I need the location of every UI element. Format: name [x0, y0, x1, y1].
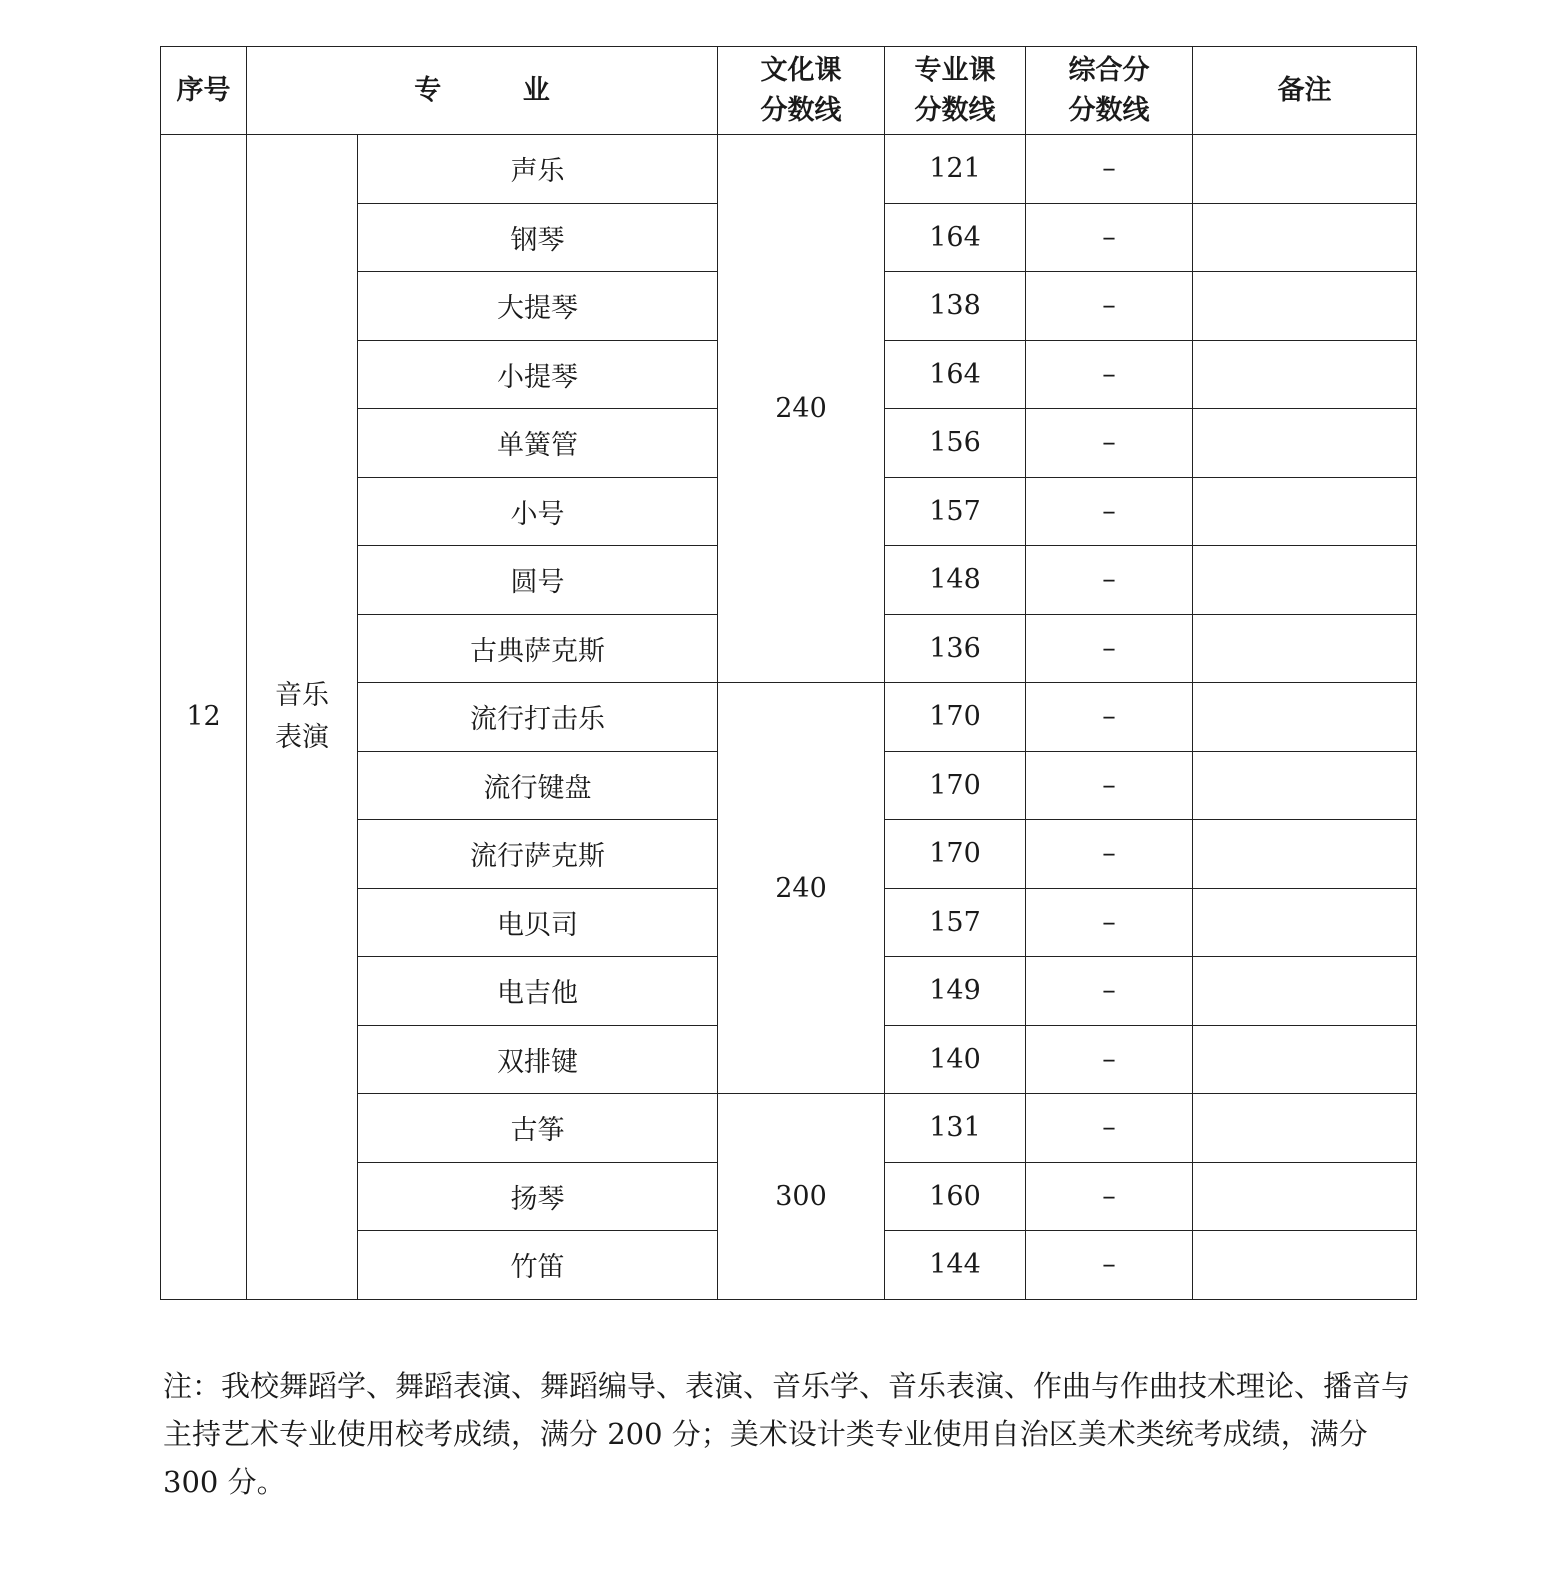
- footnote: 注：我校舞蹈学、舞蹈表演、舞蹈编导、表演、音乐学、音乐表演、作曲与作曲技术理论、播音与主持艺术专业使用校考成绩，满分 200 分；美术设计类专业使用自治区美术类统考成绩，满分 300 分。: [163, 1369, 1411, 1499]
- table-row: [161, 135, 1417, 204]
- culture-score-cell: 300: [718, 1094, 885, 1300]
- professional-score-cell: 138: [885, 272, 1026, 341]
- header-total-score: [1026, 47, 1193, 135]
- specialty-cell: 电贝司: [358, 888, 718, 957]
- header-professional-score: [885, 47, 1026, 135]
- remark-cell: [1193, 340, 1417, 409]
- remark-cell: [1193, 1025, 1417, 1094]
- total-score-cell: –: [1026, 614, 1193, 683]
- specialty-cell: 小提琴: [358, 340, 718, 409]
- professional-score-cell: 160: [885, 1162, 1026, 1231]
- total-score-cell: –: [1026, 683, 1193, 752]
- professional-score-cell: 121: [885, 135, 1026, 204]
- remark-cell: [1193, 888, 1417, 957]
- specialty-cell: 竹笛: [358, 1231, 718, 1300]
- professional-score-cell: 156: [885, 409, 1026, 478]
- professional-score-cell: 164: [885, 340, 1026, 409]
- remark-cell: [1193, 820, 1417, 889]
- professional-score-cell: 164: [885, 203, 1026, 272]
- total-score-cell: –: [1026, 135, 1193, 204]
- specialty-cell: 古筝: [358, 1094, 718, 1163]
- remark-cell: [1193, 751, 1417, 820]
- header-total-line1: 综合分: [1068, 54, 1150, 86]
- total-score-cell: –: [1026, 477, 1193, 546]
- header-total-line2: 分数线: [1068, 94, 1150, 126]
- header-prof-line1: 专业课: [914, 54, 996, 86]
- score-table: [160, 46, 1417, 1300]
- remark-cell: [1193, 1231, 1417, 1300]
- specialty-cell: 单簧管: [358, 409, 718, 478]
- total-score-cell: –: [1026, 751, 1193, 820]
- professional-score-cell: 157: [885, 888, 1026, 957]
- header-major-label: 专 业: [414, 74, 586, 106]
- header-prof-line2: 分数线: [914, 94, 996, 126]
- total-score-cell: –: [1026, 409, 1193, 478]
- specialty-cell: 流行打击乐: [358, 683, 718, 752]
- total-score-cell: –: [1026, 820, 1193, 889]
- remark-cell: [1193, 546, 1417, 615]
- professional-score-cell: 144: [885, 1231, 1026, 1300]
- professional-score-cell: 131: [885, 1094, 1026, 1163]
- remark-cell: [1193, 477, 1417, 546]
- remark-cell: [1193, 1094, 1417, 1163]
- remark-cell: [1193, 1162, 1417, 1231]
- major-group-line2: 表演: [275, 721, 329, 753]
- major-group-line1: 音乐: [275, 679, 329, 711]
- header-remark: 备注: [1193, 47, 1417, 135]
- total-score-cell: –: [1026, 272, 1193, 341]
- total-score-cell: –: [1026, 957, 1193, 1026]
- header-culture-line1: 文化课: [760, 54, 842, 86]
- total-score-cell: –: [1026, 340, 1193, 409]
- specialty-cell: 小号: [358, 477, 718, 546]
- seq-cell: 12: [161, 135, 247, 1300]
- remark-cell: [1193, 614, 1417, 683]
- culture-score-cell: 240: [718, 135, 885, 683]
- remark-cell: [1193, 683, 1417, 752]
- specialty-cell: 流行萨克斯: [358, 820, 718, 889]
- total-score-cell: –: [1026, 1162, 1193, 1231]
- header-culture-score: [718, 47, 885, 135]
- header-row: [161, 47, 1417, 135]
- specialty-cell: 声乐: [358, 135, 718, 204]
- specialty-cell: 流行键盘: [358, 751, 718, 820]
- specialty-cell: 双排键: [358, 1025, 718, 1094]
- specialty-cell: 钢琴: [358, 203, 718, 272]
- specialty-cell: 圆号: [358, 546, 718, 615]
- header-major: [247, 47, 718, 135]
- professional-score-cell: 157: [885, 477, 1026, 546]
- remark-cell: [1193, 272, 1417, 341]
- specialty-cell: 古典萨克斯: [358, 614, 718, 683]
- professional-score-cell: 170: [885, 820, 1026, 889]
- specialty-cell: 大提琴: [358, 272, 718, 341]
- specialty-cell: 电吉他: [358, 957, 718, 1026]
- professional-score-cell: 136: [885, 614, 1026, 683]
- total-score-cell: –: [1026, 888, 1193, 957]
- remark-cell: [1193, 203, 1417, 272]
- professional-score-cell: 170: [885, 683, 1026, 752]
- total-score-cell: –: [1026, 203, 1193, 272]
- major-group-cell: [247, 135, 358, 1300]
- remark-cell: [1193, 957, 1417, 1026]
- specialty-cell: 扬琴: [358, 1162, 718, 1231]
- total-score-cell: –: [1026, 546, 1193, 615]
- professional-score-cell: 170: [885, 751, 1026, 820]
- remark-cell: [1193, 409, 1417, 478]
- header-culture-line2: 分数线: [760, 94, 842, 126]
- professional-score-cell: 148: [885, 546, 1026, 615]
- total-score-cell: –: [1026, 1094, 1193, 1163]
- professional-score-cell: 140: [885, 1025, 1026, 1094]
- culture-score-cell: 240: [718, 683, 885, 1094]
- total-score-cell: –: [1026, 1025, 1193, 1094]
- total-score-cell: –: [1026, 1231, 1193, 1300]
- professional-score-cell: 149: [885, 957, 1026, 1026]
- header-seq: 序号: [161, 47, 247, 135]
- remark-cell: [1193, 135, 1417, 204]
